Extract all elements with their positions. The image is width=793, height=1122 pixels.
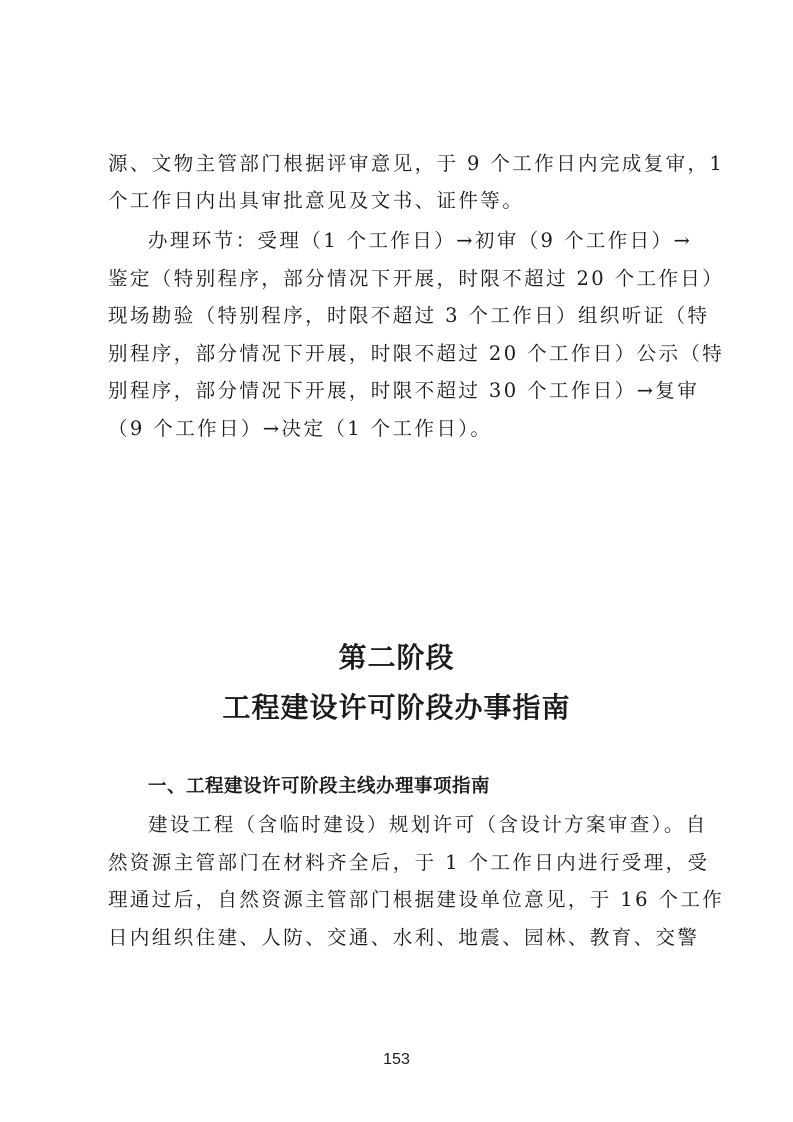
paragraph-line: 理通过后，自然资源主管部门根据建设单位意见，于 16 个工作 — [108, 888, 725, 911]
stage-title: 第二阶段 — [338, 641, 455, 674]
paragraph-line: 建设工程（含临时建设）规划许可（含设计方案审查）。自 — [148, 813, 708, 836]
stage-subtitle: 工程建设许可阶段办事指南 — [222, 691, 571, 724]
paragraph-line: 别程序，部分情况下开展，时限不超过 30 个工作日）→复审 — [108, 379, 700, 402]
paragraph-line: 日内组织住建、人防、交通、水利、地震、园林、教育、交警 — [108, 926, 700, 949]
paragraph-line: 个工作日内出具审批意见及文书、证件等。 — [108, 189, 525, 212]
paragraph-line: 源、文物主管部门根据评审意见，于 9 个工作日内完成复审，1 — [108, 152, 725, 175]
paragraph-line: 办理环节：受理（1 个工作日）→初审（9 个工作日）→ — [148, 229, 693, 252]
paragraph-line: （9 个工作日）→决定（1 个工作日）。 — [108, 417, 493, 440]
paragraph-line: 鉴定（特别程序，部分情况下开展，时限不超过 20 个工作日） — [108, 267, 725, 290]
page-number: 153 — [383, 1051, 410, 1068]
paragraph-line: 然资源主管部门在材料齐全后，于 1 个工作日内进行受理，受 — [108, 851, 710, 874]
paragraph-line: 现场勘验（特别程序，时限不超过 3 个工作日）组织听证（特 — [108, 304, 710, 327]
paragraph-line: 别程序，部分情况下开展，时限不超过 20 个工作日）公示（特 — [108, 342, 725, 365]
section-heading: 一、工程建设许可阶段主线办理事项指南 — [148, 776, 491, 797]
